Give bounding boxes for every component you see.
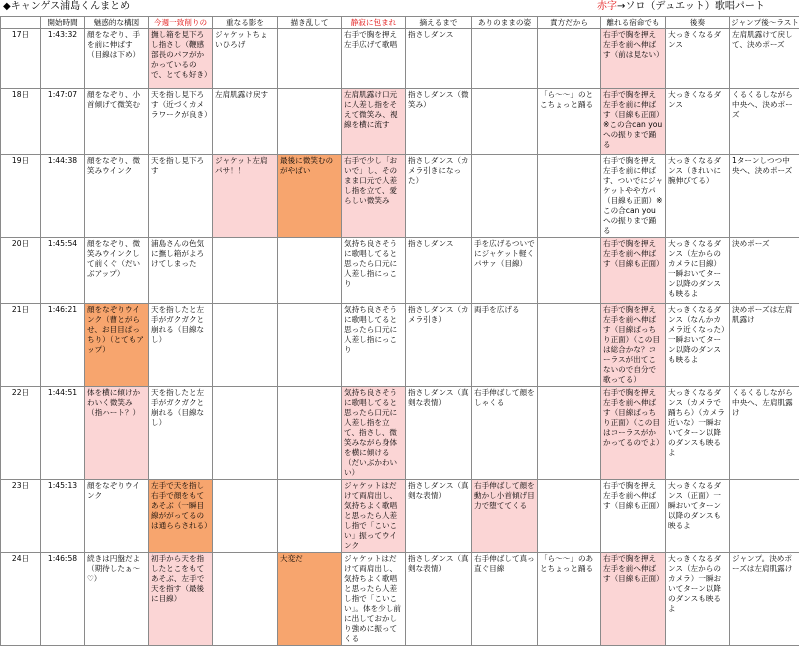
note-cell: ジャケットちょいひろげ bbox=[213, 29, 278, 89]
note-cell: 大っきくなるダンス（きれいに腕伸びてる） bbox=[666, 155, 730, 238]
table-row bbox=[1, 238, 799, 304]
note-cell: 大っきくなるダンス（なんかカメラ近くなった）一瞬おいてターン以降のダンスも映るよ bbox=[666, 304, 730, 387]
note-cell: 指さしダンス bbox=[406, 29, 472, 89]
note-cell bbox=[472, 89, 538, 155]
note-cell: 浦島さんの色気に撫し箱がよろけてしまった bbox=[149, 238, 213, 304]
note-cell bbox=[278, 387, 342, 480]
note-cell: 右手で少し「おいで」し、そのまま口元で人差し指を立て、愛らしい微笑み bbox=[342, 155, 406, 238]
note-cell: 初手から天を指したとこをもてあそぶ、左手で天を指す（最後に目線） bbox=[149, 553, 213, 646]
legend-red-text: 赤字 bbox=[597, 1, 617, 12]
note-cell: くるくるしながら中央へ、左肩肌露け bbox=[730, 387, 799, 480]
note-cell: ジャケット左肩パサ！！ bbox=[213, 155, 278, 238]
header-cell: 離れる宿命でも bbox=[601, 17, 666, 29]
header-row bbox=[1, 17, 799, 29]
header-cell: 開始時間 bbox=[41, 17, 85, 29]
header-cell: 今週一致削りの bbox=[149, 17, 213, 29]
start-time-cell: 1:45:54 bbox=[41, 238, 85, 304]
header-day bbox=[1, 17, 41, 29]
note-cell: 指さしダンス（カメラ引きになった） bbox=[406, 155, 472, 238]
legend-description: →ソロ（デュエット）歌唱パート bbox=[617, 1, 765, 12]
note-cell bbox=[213, 480, 278, 553]
note-cell bbox=[213, 238, 278, 304]
note-cell: 左肩肌露けて戻して、決めポーズ bbox=[730, 29, 799, 89]
summary-table bbox=[0, 16, 799, 646]
note-cell bbox=[730, 480, 799, 553]
note-cell: 大っきくなるダンス（カメラで踊ちら）（カメラ近いな）一瞬おいてターン以降のダンスも映るよ bbox=[666, 387, 730, 480]
note-cell bbox=[213, 553, 278, 646]
note-cell: 右手で胸を押え左手を前へ伸ばす（目線ばっちり正面）（この目は総合かな？コーラスが出てこないので自分で歌ってる） bbox=[601, 304, 666, 387]
header-cell: 重なる影を bbox=[213, 17, 278, 29]
note-cell: くるくるしながら中央へ、決めポーズ bbox=[730, 89, 799, 155]
note-cell: 右手で胸を押え左手を前に伸ばす、ついでにジャケットやや方パ（目線も正面）※この合can youへの振りまで踊る bbox=[601, 155, 666, 238]
note-cell: 右手で胸を押え左手を前へ伸ばす（目線ばっちり正面）（この目はコーラスがかかってるのでよ） bbox=[601, 387, 666, 480]
note-cell: 右手で胸を押え左手を前に伸ばす（目線も正面）※この合can youへの振りまで踊る bbox=[601, 89, 666, 155]
start-time-cell: 1:44:38 bbox=[41, 155, 85, 238]
note-cell: 大っきくなるダンス bbox=[666, 89, 730, 155]
note-cell: 大変だ bbox=[278, 553, 342, 646]
note-cell: 撫し箱を見下ろし指さし（鞭感部長のパフがかかっているので、とても好き） bbox=[149, 29, 213, 89]
note-cell: 気持ち良さそうに歌唱してると思ったら口元に人差し指にっこり bbox=[342, 238, 406, 304]
note-cell bbox=[278, 480, 342, 553]
note-cell: 顔をなぞり、手を前に伸ばす（目線は下め） bbox=[85, 29, 149, 89]
note-cell: 右手で胸を押え左手を前へ伸ばす（目線も正面） bbox=[601, 553, 666, 646]
note-cell: 大っきくなるダンス bbox=[666, 29, 730, 89]
color-legend bbox=[597, 1, 765, 13]
table-row bbox=[1, 480, 799, 553]
note-cell: 右手伸ばして真っ直ぐ目線 bbox=[472, 553, 538, 646]
note-cell: 天を指し見下ろす bbox=[149, 155, 213, 238]
day-cell: 19日 bbox=[1, 155, 41, 238]
note-cell bbox=[278, 238, 342, 304]
note-cell: 右手伸ばして顔を動かし小首傾げ目力で堕ててくる bbox=[472, 480, 538, 553]
note-cell: 1ターンしつつ中央へ、決めポーズ bbox=[730, 155, 799, 238]
note-cell bbox=[213, 304, 278, 387]
note-cell: 指さしダンス bbox=[406, 238, 472, 304]
note-cell: 大っきくなるダンス（左からのカメラ）一瞬おいてターン以降のダンスも映るよ bbox=[666, 553, 730, 646]
header-cell: 魅惑的な構図 bbox=[85, 17, 149, 29]
note-cell: 天を指したと左手がガクガクと崩れる（目線なし） bbox=[149, 387, 213, 480]
note-cell: 右手で胸を押え左手を前へ伸ばす（目線も正面） bbox=[601, 238, 666, 304]
start-time-cell: 1:44:51 bbox=[41, 387, 85, 480]
start-time-cell: 1:45:13 bbox=[41, 480, 85, 553]
note-cell: 大っきくなるダンス（左からのカメラに目線）一瞬おいてターン以降のダンスも映るよ bbox=[666, 238, 730, 304]
note-cell: ジャケットはだけて両肩出し、気持ちよく歌唱と思ったら人差し指で「こいこい」。体を少し前に出しておかしり強めに振ってくる bbox=[342, 553, 406, 646]
note-cell: 続きは円盤だよ（期待したぁ〜♡） bbox=[85, 553, 149, 646]
note-cell: 気持ち良さそうに歌唱してると思ったら口元に人差し指にっこり bbox=[342, 304, 406, 387]
start-time-cell: 1:46:58 bbox=[41, 553, 85, 646]
note-cell bbox=[278, 304, 342, 387]
note-cell: 右手で胸を押え左手を前へ伸ばす（前は見ない） bbox=[601, 29, 666, 89]
table-row bbox=[1, 89, 799, 155]
start-time-cell: 1:46:21 bbox=[41, 304, 85, 387]
header-cell: ジャンプ後〜ラスト bbox=[730, 17, 799, 29]
day-cell: 22日 bbox=[1, 387, 41, 480]
note-cell: 指さしダンス（真剣な表情） bbox=[406, 553, 472, 646]
note-cell: 天を指し見下ろす（近づくカメラワークが良き） bbox=[149, 89, 213, 155]
note-cell: ジャンプ。決めポーズは左肩肌露け bbox=[730, 553, 799, 646]
header-cell: 描き乱して bbox=[278, 17, 342, 29]
day-cell: 23日 bbox=[1, 480, 41, 553]
note-cell bbox=[472, 29, 538, 89]
header-cell: 後奏 bbox=[666, 17, 730, 29]
note-cell: 大っきくなるダンス（正面）一瞬おいてターン以降のダンスも映るよ bbox=[666, 480, 730, 553]
note-cell: ジャケットはだけて両肩出し、気持ちよく歌唱と思ったら人差し指で「こいこい」振ってウインク bbox=[342, 480, 406, 553]
header-cell: 静寂に包まれ bbox=[342, 17, 406, 29]
note-cell bbox=[472, 155, 538, 238]
note-cell: 指さしダンス（カメラ引き） bbox=[406, 304, 472, 387]
note-cell: 指さしダンス（真剣な表情） bbox=[406, 387, 472, 480]
note-cell bbox=[538, 304, 601, 387]
day-cell: 18日 bbox=[1, 89, 41, 155]
day-cell: 21日 bbox=[1, 304, 41, 387]
note-cell: 顔をなぞりウインク（曹とがらせ、お目目ぱっちり）（とてもアップ） bbox=[85, 304, 149, 387]
note-cell: 両手を広げる bbox=[472, 304, 538, 387]
document-title: ◆キャンゲス浦島くんまとめ bbox=[3, 1, 130, 13]
note-cell: 決めポーズ bbox=[730, 238, 799, 304]
table-row bbox=[1, 304, 799, 387]
title-bar bbox=[0, 0, 799, 16]
start-time-cell: 1:47:07 bbox=[41, 89, 85, 155]
note-cell: 顔をなぞりウインク bbox=[85, 480, 149, 553]
note-cell: 手を広げるついでにジャケット軽くパサァ（目線） bbox=[472, 238, 538, 304]
note-cell: 気持ち良さそうに歌唱してると思ったら口元に人差し指を立て、指さし、微笑みながら身体を横に傾ける（だいぶかわいい） bbox=[342, 387, 406, 480]
note-cell: 決めポーズは左肩肌露け bbox=[730, 304, 799, 387]
note-cell: 右手で胸を押え左手広げて歌唱 bbox=[342, 29, 406, 89]
note-cell bbox=[538, 480, 601, 553]
day-cell: 24日 bbox=[1, 553, 41, 646]
table-row bbox=[1, 553, 799, 646]
note-cell bbox=[278, 89, 342, 155]
table-body bbox=[1, 29, 799, 646]
note-cell bbox=[213, 387, 278, 480]
note-cell bbox=[538, 29, 601, 89]
note-cell: 右手伸ばして顔をしゃくる bbox=[472, 387, 538, 480]
day-cell: 17日 bbox=[1, 29, 41, 89]
note-cell: 左肩肌露け戻す bbox=[213, 89, 278, 155]
header-cell: 責方だから bbox=[538, 17, 601, 29]
note-cell: 指さしダンス（真剣な表情） bbox=[406, 480, 472, 553]
note-cell: 左手で天を指し右手で顔をもてあそぶ（一瞬目線ががってるのは通ららされる） bbox=[149, 480, 213, 553]
note-cell bbox=[538, 238, 601, 304]
note-cell: 指さしダンス（微笑み） bbox=[406, 89, 472, 155]
table-row bbox=[1, 155, 799, 238]
note-cell: 顔をなぞり、微笑みウインクして前くぐ（だいぶアップ） bbox=[85, 238, 149, 304]
note-cell: 「ら〜〜」のとこちょっと踊る bbox=[538, 89, 601, 155]
note-cell: 体を横に傾けかわいく微笑み（指ハート？） bbox=[85, 387, 149, 480]
note-cell: 顔をなぞり、微笑みウインク bbox=[85, 155, 149, 238]
note-cell bbox=[278, 29, 342, 89]
table-row bbox=[1, 29, 799, 89]
note-cell: 「ら〜〜」のあとちょっと踊る bbox=[538, 553, 601, 646]
note-cell: 左肩肌露け口元に人差し指をそえて微笑み、視線を横に流す bbox=[342, 89, 406, 155]
header-cell: 摘えるまで bbox=[406, 17, 472, 29]
note-cell bbox=[538, 387, 601, 480]
table-row bbox=[1, 387, 799, 480]
note-cell bbox=[538, 155, 601, 238]
note-cell: 右手で胸を押え左手を前へ伸ばす（目線も正面） bbox=[601, 480, 666, 553]
day-cell: 20日 bbox=[1, 238, 41, 304]
header-cell: ありのままの姿 bbox=[472, 17, 538, 29]
note-cell: 顔をなぞり、小首傾げて微笑む bbox=[85, 89, 149, 155]
note-cell: 最後に微笑むのがやばい bbox=[278, 155, 342, 238]
note-cell: 天を指したと左手がガクガクと崩れる（目線なし） bbox=[149, 304, 213, 387]
start-time-cell: 1:43:32 bbox=[41, 29, 85, 89]
